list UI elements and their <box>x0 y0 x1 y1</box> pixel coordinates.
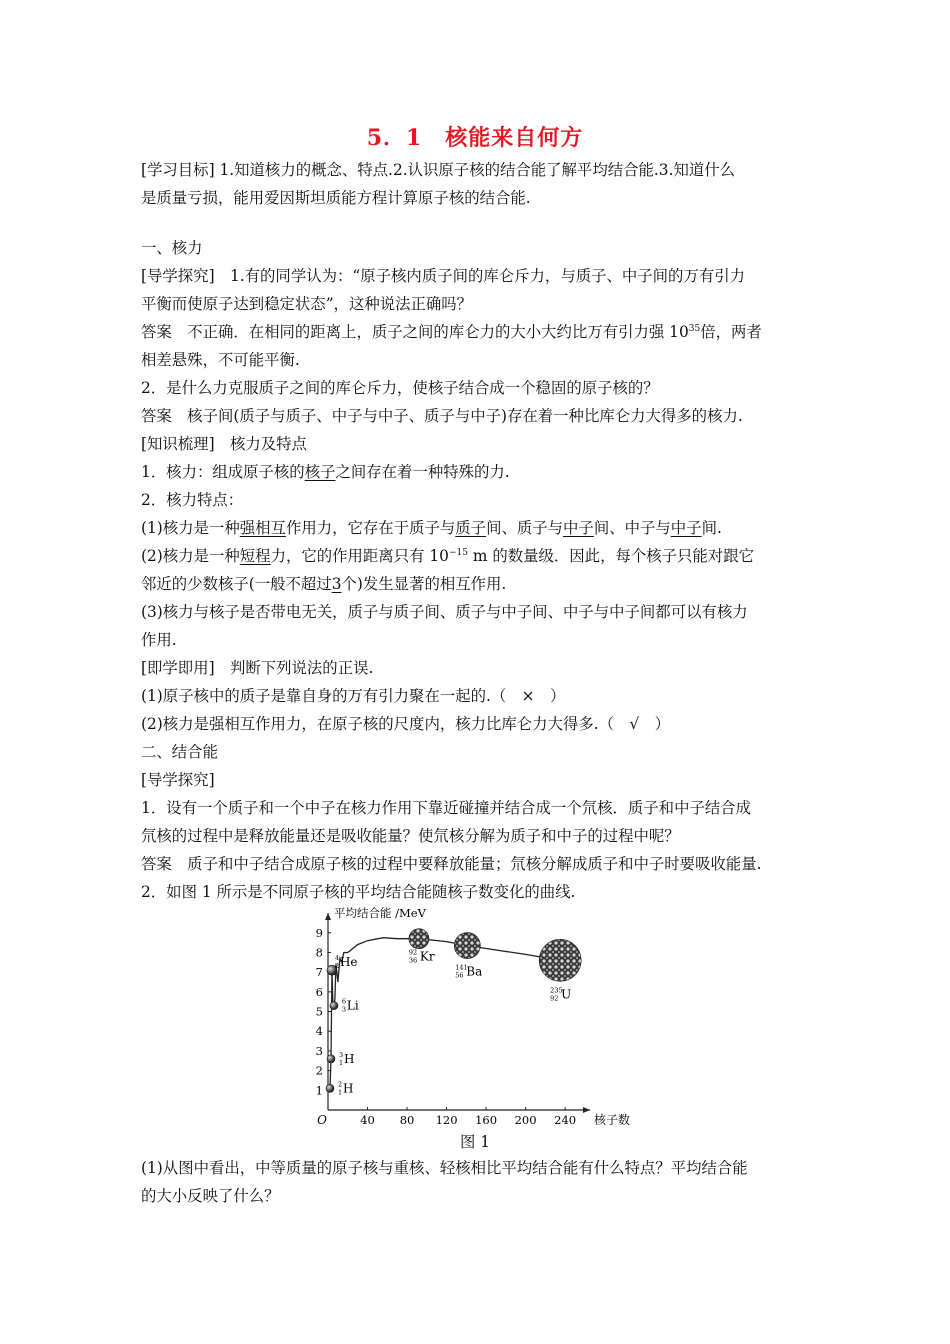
answer-1-text-end: 倍，两者 <box>700 323 762 341</box>
element-symbol: Li <box>346 998 359 1013</box>
p1-text-e: 间. <box>701 519 722 537</box>
y-axis-arrow <box>325 913 331 920</box>
y-tick-label: 4 <box>315 1024 323 1039</box>
element-symbol: Kr <box>419 949 435 964</box>
nucleus-ball <box>327 1055 335 1063</box>
p1-underline-4: 中子 <box>670 519 702 537</box>
mass-number: 2 <box>337 1080 343 1089</box>
binding-energy-chart <box>308 905 648 1125</box>
answer-1-line-1 <box>141 322 762 342</box>
atomic-number: 3 <box>341 1005 347 1014</box>
section-heading-nuclear-force: 一、核力 <box>141 239 203 257</box>
y-tick-label: 7 <box>315 965 323 980</box>
p1-underline-3: 中子 <box>563 519 594 537</box>
element-symbol: He <box>339 955 358 970</box>
p1-text: (1)核力是一种 <box>141 519 240 537</box>
x-tick-label: 120 <box>435 1113 458 1125</box>
mass-number: 235 <box>550 986 563 995</box>
nuclide-ba-141 <box>454 933 482 980</box>
mass-number: 92 <box>408 948 418 957</box>
goals-line-1: [学习目标] 1.知道核力的概念、特点.2.认识原子核的结合能了解平均结合能.3.知道什么 <box>141 161 736 179</box>
mass-number: 4 <box>334 954 340 963</box>
y-tick-label: 9 <box>315 925 323 940</box>
k1-underline: 核子 <box>304 463 336 481</box>
binding-energy-curve <box>330 938 563 1089</box>
p2-l2-text-b: 个)发生显著的相互作用. <box>341 575 507 593</box>
x-axis-arrow <box>583 1107 590 1113</box>
sub-question-1-line-1: (1)从图中看出，中等质量的原子核与重核、轻核相比平均结合能有什么特点？平均结合能 <box>141 1159 748 1177</box>
nucleus-ball <box>326 1084 334 1092</box>
element-symbol: Ba <box>466 964 483 979</box>
x-axis-label: 核子数 <box>594 1113 631 1125</box>
figure-caption: 图 1 <box>459 1133 491 1151</box>
atomic-number: 56 <box>455 971 464 980</box>
nuclide-kr-92 <box>409 929 435 965</box>
explore-question-1-line-2: 平衡而使原子达到稳定状态”，这种说法正确吗？ <box>141 295 473 313</box>
p1-text-d: 间、中子与 <box>593 519 671 537</box>
p2-text-b: 力，它的作用距离只有 10 <box>270 547 449 565</box>
nuclide-he-4 <box>327 954 358 975</box>
judgement-1: (1)原子核中的质子是靠自身的万有引力聚在一起的.（ × ） <box>141 687 566 705</box>
y-tick-label: 2 <box>315 1063 323 1078</box>
p2-text: (2)核力是一种 <box>141 547 240 565</box>
judgement-2: (2)核力是强相互作用力，在原子核的尺度内，核力比库仑力大得多.（ √ ） <box>141 715 671 733</box>
atomic-number: 1 <box>338 1058 344 1067</box>
knowledge-heading: [知识梳理] 核力及特点 <box>141 435 307 453</box>
x-tick-label: 200 <box>514 1113 537 1125</box>
explore-question-1-line-1: [导学探究] 1.有的同学认为：“原子核内质子间的库仑斥力，与质子、中子间的万有引力 <box>141 267 746 285</box>
nuclide-markers <box>326 929 581 1097</box>
feature-3-line-2: 作用. <box>141 631 177 649</box>
knowledge-point-2: 2．核力特点： <box>141 491 244 509</box>
answer-1-text: 答案 不正确．在相同的距离上，质子之间的库仑力的大小大约比万有引力强 10 <box>141 323 689 341</box>
y-tick-label: 1 <box>315 1083 323 1098</box>
y-tick-label: 3 <box>315 1043 323 1058</box>
atomic-number: 1 <box>337 1088 343 1097</box>
nucleus-ball <box>330 1002 338 1010</box>
mass-number: 141 <box>455 963 468 972</box>
y-axis-label: 平均结合能 /MeV <box>334 906 426 920</box>
sub-question-1-line-2: 的大小反映了什么？ <box>141 1187 280 1205</box>
y-tick-label: 5 <box>315 1004 323 1019</box>
feature-2-line-1 <box>141 546 754 566</box>
feature-2-line-2 <box>141 574 506 594</box>
x-tick-label: 80 <box>399 1113 415 1125</box>
section2-question-2: 2．如图 1 所示是不同原子核的平均结合能随核子数变化的曲线. <box>141 883 576 901</box>
x-tick-label: 40 <box>360 1113 375 1125</box>
page-title: 5．1 核能来自何方 <box>366 125 584 151</box>
atomic-number: 92 <box>550 994 559 1003</box>
nuclide-u-235 <box>539 939 581 1002</box>
p2-l2-underline: 3 <box>331 575 342 593</box>
goals-line-2: 是质量亏损，能用爱因斯坦质能方程计算原子核的结合能. <box>141 189 531 207</box>
mass-number: 3 <box>338 1050 344 1059</box>
section2-question-1-line-1: 1．设有一个质子和一个中子在核力作用下靠近碰撞并结合成一个氘核．质子和中子结合成 <box>141 799 752 817</box>
knowledge-point-1 <box>141 462 510 482</box>
origin-label: O <box>317 1113 327 1125</box>
element-symbol: U <box>561 987 572 1002</box>
explore-question-2: 2．是什么力克服质子之间的库仑斥力，使核子结合成一个稳固的原子核的？ <box>141 379 659 397</box>
p2-text-c: m 的数量级．因此，每个核子只能对跟它 <box>467 547 754 565</box>
p1-underline-1: 强相互 <box>239 519 286 537</box>
feature-1 <box>141 518 722 538</box>
apply-heading: [即学即用] 判断下列说法的正误. <box>141 659 374 677</box>
nucleus-ball <box>454 933 480 959</box>
y-tick-label: 6 <box>315 984 323 999</box>
atomic-number: 36 <box>408 956 418 965</box>
answer-2: 答案 核子间(质子与质子、中子与中子、质子与中子)存在着一种比库仑力大得多的核力. <box>141 407 743 425</box>
answer-1-line-2: 相差悬殊，不可能平衡. <box>141 351 300 369</box>
p1-underline-2: 质子 <box>455 519 487 537</box>
section2-question-1-line-2: 氘核的过程中是释放能量还是吸收能量？使氘核分解为质子和中子的过程中呢？ <box>141 827 680 845</box>
exponent-35: 35 <box>688 324 701 334</box>
nucleus-ball <box>409 929 429 949</box>
exponent-minus-15: −15 <box>448 548 468 558</box>
feature-3-line-1: (3)核力与核子是否带电无关，质子与质子间、质子与中子间、中子与中子间都可以有核力 <box>141 603 748 621</box>
p2-underline: 短程 <box>239 547 271 565</box>
x-tick-label: 240 <box>554 1113 577 1125</box>
element-symbol: H <box>342 1081 354 1096</box>
p1-text-c: 间、质子与 <box>486 519 564 537</box>
explore-heading-2: [导学探究] <box>141 771 215 789</box>
section2-answer-1: 答案 质子和中子结合成原子核的过程中要释放能量；氘核分解成质子和中子时要吸收能量. <box>141 855 762 873</box>
atomic-number: 2 <box>334 962 340 971</box>
mass-number: 6 <box>341 997 347 1006</box>
y-tick-label: 8 <box>315 945 323 960</box>
k1-text: 1．核力：组成原子核的 <box>141 463 305 481</box>
nucleus-ball <box>539 939 581 981</box>
x-tick-label: 160 <box>475 1113 498 1125</box>
p2-l2-text: 邻近的少数核子(一般不超过 <box>141 575 332 593</box>
k1-text-end: 之间存在着一种特殊的力. <box>335 463 510 481</box>
p1-text-b: 作用力，它存在于质子与 <box>285 519 456 537</box>
element-symbol: H <box>343 1051 355 1066</box>
section-heading-binding-energy: 二、结合能 <box>141 743 218 761</box>
